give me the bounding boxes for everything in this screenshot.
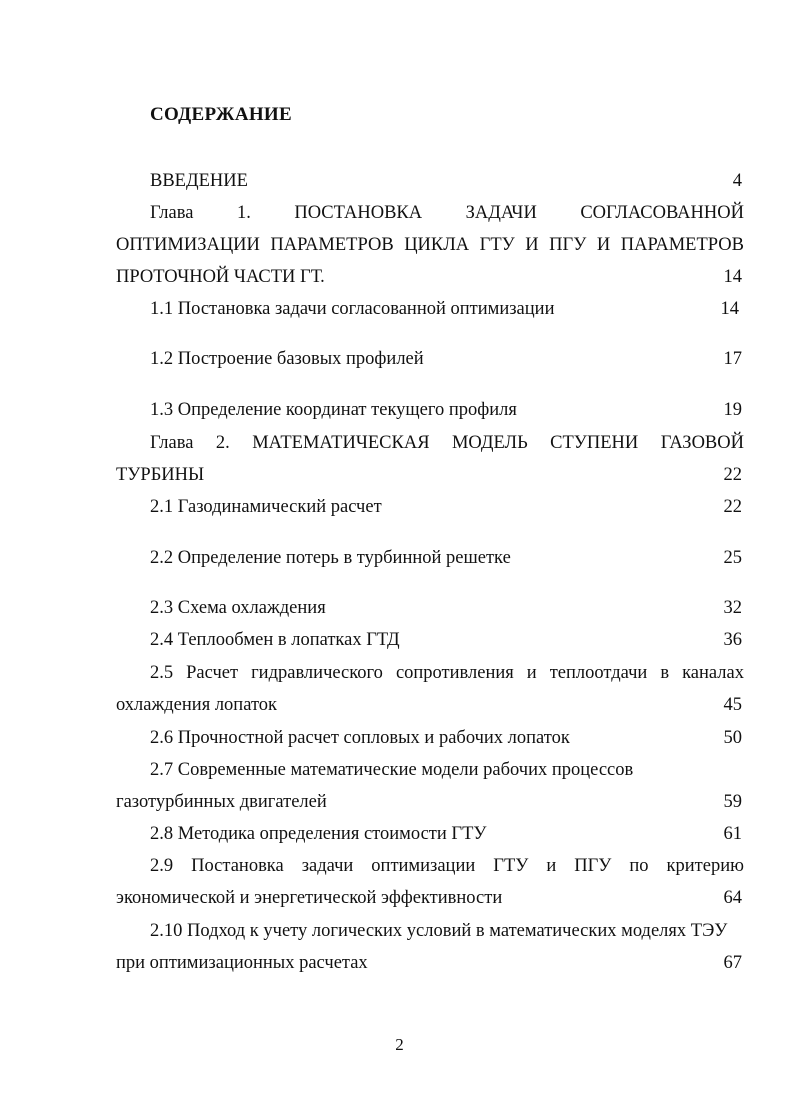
toc-entry-2-9-line2: экономической и энергетической эффективности [116, 888, 503, 908]
toc-page-1-3: 19 [723, 400, 742, 420]
toc-chapter1-line1: Глава 1. ПОСТАНОВКА ЗАДАЧИ СОГЛАСОВАННОЙ [150, 203, 744, 223]
toc-chapter1-line2: ОПТИМИЗАЦИИ ПАРАМЕТРОВ ЦИКЛА ГТУ И ПГУ И ПАРАМЕТРОВ [116, 235, 744, 255]
toc-page-2-5: 45 [723, 695, 742, 715]
toc-entry-2-5-line2: охлаждения лопаток [116, 695, 278, 715]
toc-entry-2-5-line1: 2.5 Расчет гидравлического сопротивления и теплоотдачи в каналах [150, 663, 744, 683]
toc-chapter1-line3: ПРОТОЧНОЙ ЧАСТИ ГТ. [116, 267, 325, 287]
toc-page-2-10: 67 [723, 953, 742, 973]
toc-page-2-4: 36 [723, 630, 742, 650]
toc-page-2-7: 59 [723, 792, 742, 812]
toc-chapter2-line1: Глава 2. МАТЕМАТИЧЕСКАЯ МОДЕЛЬ СТУПЕНИ ГАЗОВОЙ [150, 433, 744, 453]
toc-page-2-8: 61 [723, 824, 742, 844]
toc-page-2-2: 25 [723, 548, 742, 568]
toc-entry-2-7-line2: газотурбинных двигателей [116, 792, 327, 812]
toc-entry-1-1: 1.1 Постановка задачи согласованной оптимизации [150, 299, 555, 319]
page-number: 2 [395, 1035, 404, 1054]
toc-chapter2-line2: ТУРБИНЫ [116, 465, 205, 485]
toc-entry-2-4: 2.4 Теплообмен в лопатках ГТД [150, 630, 400, 650]
toc-page-1-1: 14 [720, 299, 739, 319]
toc-entry-2-7-line1: 2.7 Современные математические модели рабочих процессов [150, 760, 634, 780]
toc-page-2-9: 64 [723, 888, 742, 908]
toc-page-2-3: 32 [723, 598, 742, 618]
toc-page-1-2: 17 [723, 349, 742, 369]
toc-page-chapter2: 22 [723, 465, 742, 485]
toc-page-2-6: 50 [723, 728, 742, 748]
toc-entry-2-10-line2: при оптимизационных расчетах [116, 953, 368, 973]
toc-page-chapter1: 14 [723, 267, 742, 287]
toc-entry-1-2: 1.2 Построение базовых профилей [150, 349, 424, 369]
toc-entry-2-2: 2.2 Определение потерь в турбинной решетке [150, 548, 511, 568]
toc-entry-2-6: 2.6 Прочностной расчет сопловых и рабочих лопаток [150, 728, 570, 748]
toc-entry-1-3: 1.3 Определение координат текущего профиля [150, 400, 517, 420]
toc-entry-2-10-line1: 2.10 Подход к учету логических условий в математических моделях ТЭУ [150, 921, 728, 941]
toc-entry-2-9-line1: 2.9 Постановка задачи оптимизации ГТУ и ПГУ по критерию [150, 856, 744, 876]
toc-page-2-1: 22 [723, 497, 742, 517]
toc-entry-intro: ВВЕДЕНИЕ [150, 171, 248, 191]
toc-title: СОДЕРЖАНИЕ [150, 104, 292, 125]
toc-entry-2-8: 2.8 Методика определения стоимости ГТУ [150, 824, 487, 844]
toc-entry-2-1: 2.1 Газодинамический расчет [150, 497, 382, 517]
toc-page-intro: 4 [732, 171, 742, 191]
toc-entry-2-3: 2.3 Схема охлаждения [150, 598, 326, 618]
